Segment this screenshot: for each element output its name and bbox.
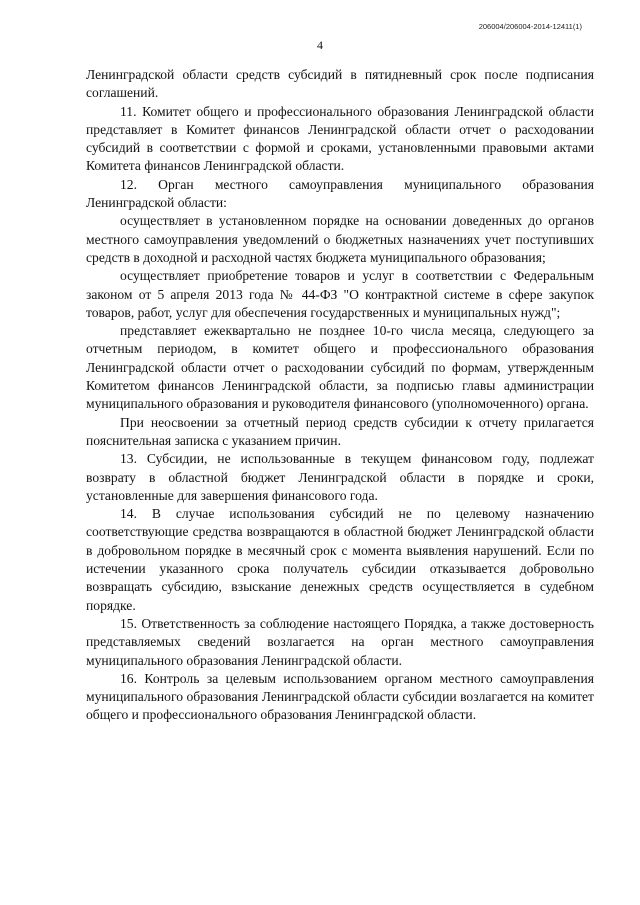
page-number: 4 (317, 38, 323, 52)
paragraph-12: 12. Орган местного самоуправления муниципального образования Ленинградской области: (86, 176, 594, 211)
paragraph-11: 11. Комитет общего и профессионального образования Ленинградской области представляет в Комитет финансов Ленинградской области отчет о расходовании субсидий в соответствии с формой и сроками, установленными правовыми актами Комитета финансов Ленинградской области. (86, 103, 594, 174)
paragraph-12-reporting: представляет ежеквартально не позднее 10-го числа месяца, следующего за отчетным периодом, в комитет общего и профессионального образования Ленинградской области отчет о расходовании субсидий по формам, утвержденным Комитетом финансов Ленинградской области, за подписью главы администрации муниципального образования и руководителя финансового (уполномоченного) органа. (86, 323, 594, 412)
paragraph-12-procurement: осуществляет приобретение товаров и услуг в соответствии с Федеральным законом от 5 апреля 2013 года № 44-ФЗ "О контрактной системе в сфере закупок товаров, работ, услуг для обеспечения государственных и муниципальных нужд"; (86, 268, 594, 320)
paragraph-continuation: Ленинградской области средств субсидий в пятидневный срок после подписания соглашений. (86, 67, 594, 101)
paragraph-12-accounting: осуществляет в установленном порядке на основании доведенных до органов местного самоуправления уведомлений о бюджетных назначениях учет поступивших средств в доходной и расходной частях бюджета муниципального образования; (86, 213, 594, 265)
paragraph-16: 16. Контроль за целевым использованием органом местного самоуправления муниципального образования Ленинградской области субсидии возлагается на комитет общего и профессионального образования Ленинградской области. (86, 670, 594, 723)
paragraph-13: 13. Субсидии, не использованные в текущем финансовом году, подлежат возврату в областной бюджет Ленинградской области в порядке и сроки, установленные для завершения финансового года. (86, 451, 594, 503)
paragraph-12-explanatory-note: При неосвоении за отчетный период средств субсидии к отчету прилагается пояснительная записка с указанием причин. (86, 414, 594, 448)
paragraph-15: 15. Ответственность за соблюдение настоящего Порядка, а также достоверность представляемых сведений возлагается на орган местного самоуправления муниципального образования Ленинградской области. (86, 615, 594, 668)
paragraph-14: 14. В случае использования субсидий не по целевому назначению соответствующие средства возвращаются в областной бюджет Ленинградской области в добровольном порядке в месячный срок с момента выявления нарушений. Если по истечении указанного срока получатель субсидии отказывается добровольно возвращать субсидию, взыскание денежных средств осуществляется в судебном порядке. (86, 506, 594, 613)
document-body (86, 66, 594, 725)
document-id: 206004/206004-2014-12411(1) (478, 22, 582, 31)
